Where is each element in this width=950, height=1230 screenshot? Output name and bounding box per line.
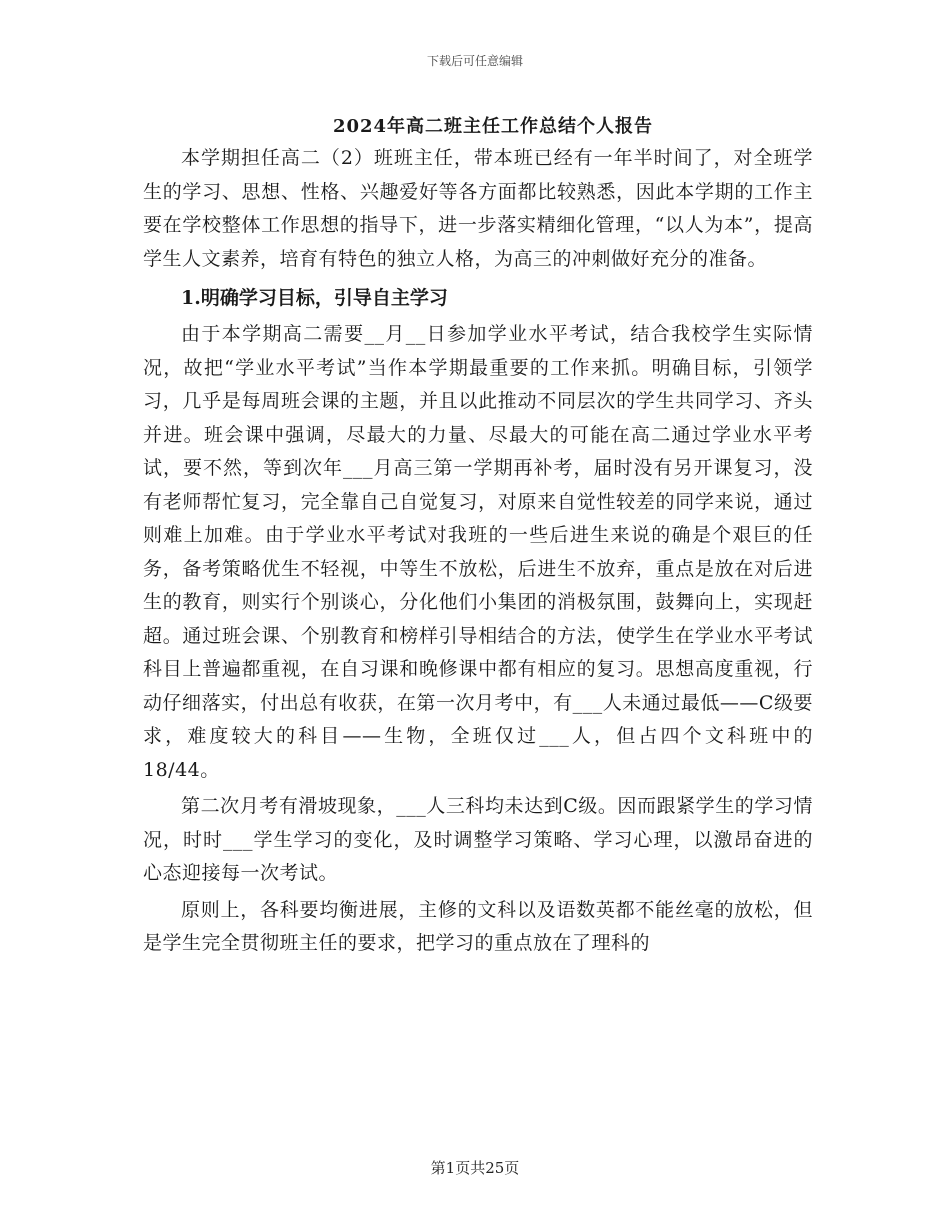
paragraph-intro: 本学期担任高二（2）班班主任，带本班已经有一年半时间了，对全班学生的学习、思想、性格、兴趣爱好等各方面都比较熟悉，因此本学期的工作主要在学校整体工作思想的指导下，进一步落实精细化管理，“以人为本”，提高学生人文素养，培育有特色的独立人格，为高三的冲刺做好充分的准备。 <box>143 147 813 270</box>
section-heading: 1.明确学习目标，引导自主学习 <box>181 287 448 309</box>
paragraph-exam: 由于本学期高二需要__月__日参加学业水平考试，结合我校学生实际情况，故把“学业水平考试”当作本学期最重要的工作来抓。明确目标，引领学习，几乎是每周班会课的主题，并且以此推动不同层次的学生共同学习、齐头并进。班会课中强调，尽最大的力量、尽最大的可能在高二通过学业水平考试，要不然，等到次年___月高三第一学期再补考，届时没有另开课复习，没有老师帮忙复习，完全靠自己自觉复习，对原来自觉性较差的同学来说，通过则难上加难。由于学业水平考试对我班的一些后进生来说的确是个艰巨的任务，备考策略优生不轻视，中等生不放松，后进生不放弃，重点是放在对后进生的教育，则实行个别谈心，分化他们小集团的消极氛围，鼓舞向上，实现赶超。通过班会课、个别教育和榜样引导相结合的方法，使学生在学业水平考试科目上普遍都重视，在自习课和晚修课中都有相应的复习。思想高度重视，行动仔细落实，付出总有收获，在第一次月考中，有___人未通过最低——C级要求，难度较大的科目——生物，全班仅过___人，但占四个文科班中的18/44。 <box>143 323 813 781</box>
document-body <box>143 112 813 961</box>
page-footer: 第1页共25页 <box>430 1159 520 1177</box>
paragraph-second-exam: 第二次月考有滑坡现象，___人三科均未达到C级。因而跟紧学生的学习情况，时时___学生学习的变化，及时调整学习策略、学习心理，以激昂奋进的心态迎接每一次考试。 <box>143 795 813 884</box>
header-note: 下载后可任意编辑 <box>426 54 523 68</box>
paragraph-balance: 原则上，各科要均衡进展，主修的文科以及语数英都不能丝毫的放松，但是学生完全贯彻班主任的要求，把学习的重点放在了理科的 <box>143 898 813 954</box>
document-title: 2024年高二班主任工作总结个人报告 <box>332 116 654 137</box>
